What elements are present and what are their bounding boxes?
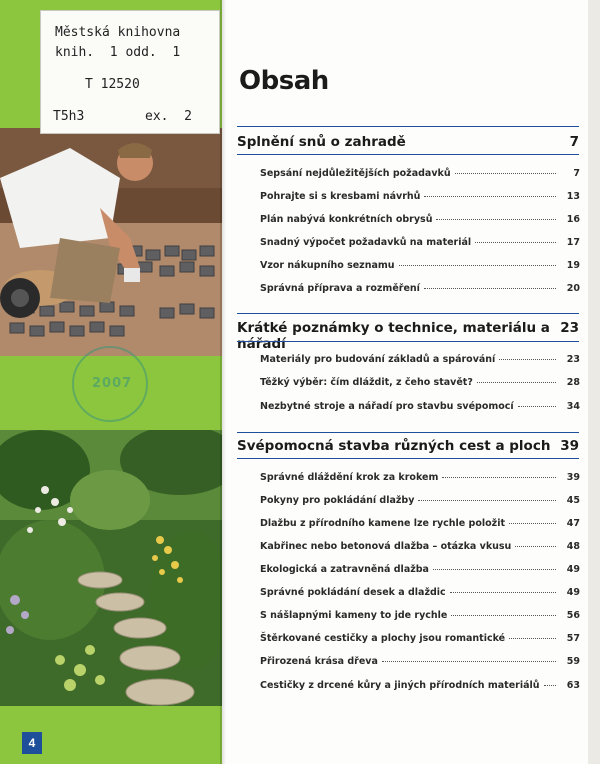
toc-entry-page: 7 bbox=[573, 168, 580, 179]
toc-entry bbox=[260, 610, 580, 624]
library-stamp-year: 2007 bbox=[92, 376, 133, 391]
section-heading bbox=[237, 320, 579, 352]
library-label-line-2: knih. 1 odd. 1 bbox=[55, 45, 181, 60]
toc-entry-page: 56 bbox=[566, 610, 580, 621]
section-rule-bottom bbox=[237, 154, 579, 155]
toc-entry bbox=[260, 656, 580, 670]
section-rule-bottom bbox=[237, 341, 579, 342]
toc-entry-text: Správná příprava a rozměření bbox=[260, 283, 420, 294]
toc-entry-text: Těžký výběr: čím dláždit, z čeho stavět? bbox=[260, 377, 473, 388]
section-heading bbox=[237, 134, 579, 150]
leader-dots bbox=[509, 523, 556, 524]
toc-entry bbox=[260, 401, 580, 415]
toc-entry-page: 23 bbox=[566, 354, 580, 365]
toc-entry-text: Správné pokládání desek a dlaždic bbox=[260, 587, 446, 598]
paving-photo bbox=[0, 128, 222, 356]
section-rule-bottom bbox=[237, 458, 579, 459]
toc-entry bbox=[260, 518, 580, 532]
toc-entry-page: 63 bbox=[566, 680, 580, 691]
toc-entry bbox=[260, 495, 580, 509]
toc-entry bbox=[260, 564, 580, 578]
toc-entry-text: Dlažbu z přírodního kamene lze rychle položit bbox=[260, 518, 505, 529]
toc-entry bbox=[260, 354, 580, 368]
toc-entry-page: 45 bbox=[566, 495, 580, 506]
toc-entry-page: 57 bbox=[566, 633, 580, 644]
section-rule-top bbox=[237, 432, 579, 433]
page-title: Obsah bbox=[239, 66, 329, 96]
toc-entry-page: 20 bbox=[566, 283, 580, 294]
leader-dots bbox=[436, 219, 556, 220]
toc-entry bbox=[260, 237, 580, 251]
toc-entry bbox=[260, 680, 580, 694]
toc-entry-text: S nášlapnými kameny to jde rychle bbox=[260, 610, 448, 621]
toc-entry bbox=[260, 472, 580, 486]
leader-dots bbox=[515, 546, 556, 547]
leader-dots bbox=[382, 661, 556, 662]
toc-entry-text: Ekologická a zatravněná dlažba bbox=[260, 564, 429, 575]
toc-entry-text: Štěrkované cestičky a plochy jsou romantické bbox=[260, 633, 506, 644]
toc-entry-page: 34 bbox=[566, 401, 580, 412]
toc-entry-text: Plán nabývá konkrétních obrysů bbox=[260, 214, 433, 225]
leader-dots bbox=[451, 615, 556, 616]
leader-dots bbox=[477, 382, 556, 383]
toc-entry-page: 13 bbox=[566, 191, 580, 202]
section-heading-text: Krátké poznámky o technice, materiálu a nářadí bbox=[237, 320, 550, 352]
leader-dots bbox=[518, 406, 556, 407]
library-label-line-1: Městská knihovna bbox=[55, 25, 181, 40]
toc-entry bbox=[260, 214, 580, 228]
page-number: 4 bbox=[22, 732, 42, 754]
toc-entry-text: Nezbytné stroje a nářadí pro stavbu svépomocí bbox=[260, 401, 514, 412]
section-rule-top bbox=[237, 126, 579, 127]
toc-entry-text: Pokyny pro pokládání dlažby bbox=[260, 495, 415, 506]
section-heading-text: Splnění snů o zahradě bbox=[237, 134, 406, 150]
toc-entry bbox=[260, 377, 580, 391]
toc-entry-page: 19 bbox=[566, 260, 580, 271]
toc-entry-text: Kabřinec nebo betonová dlažba – otázka vkusu bbox=[260, 541, 512, 552]
library-label-line-4-right: ex. 2 bbox=[145, 109, 192, 124]
toc-entry-page: 28 bbox=[566, 377, 580, 388]
section-heading-text: Svépomocná stavba různých cest a ploch bbox=[237, 438, 551, 454]
toc-entry-text: Materiály pro budování základů a spárování bbox=[260, 354, 496, 365]
leader-dots bbox=[499, 359, 556, 360]
section-heading-page: 39 bbox=[560, 438, 579, 454]
book-gutter bbox=[220, 0, 226, 764]
toc-entry-text: Snadný výpočet požadavků na materiál bbox=[260, 237, 472, 248]
library-label-line-4-left: T5h3 bbox=[53, 109, 85, 124]
toc-entry-text: Přirozená krása dřeva bbox=[260, 656, 378, 667]
section-rule-top bbox=[237, 313, 579, 314]
toc-entry-page: 39 bbox=[566, 472, 580, 483]
leader-dots bbox=[544, 685, 556, 686]
toc-entry-text: Správné dláždění krok za krokem bbox=[260, 472, 439, 483]
toc-entry-page: 48 bbox=[566, 541, 580, 552]
leader-dots bbox=[509, 638, 556, 639]
toc-entry-text: Sepsání nejdůležitějších požadavků bbox=[260, 168, 451, 179]
leader-dots bbox=[433, 569, 556, 570]
toc-entry-page: 49 bbox=[566, 564, 580, 575]
toc-entry bbox=[260, 191, 580, 205]
toc-entry-page: 16 bbox=[566, 214, 580, 225]
leader-dots bbox=[418, 500, 556, 501]
garden-path-photo bbox=[0, 430, 222, 706]
toc-entry bbox=[260, 168, 580, 182]
garden-path-photo-image bbox=[0, 430, 222, 706]
leader-dots bbox=[450, 592, 556, 593]
toc-entry bbox=[260, 633, 580, 647]
leader-dots bbox=[424, 288, 556, 289]
toc-entry-text: Pohrajte si s kresbami návrhů bbox=[260, 191, 421, 202]
leader-dots bbox=[442, 477, 556, 478]
toc-entry-page: 47 bbox=[566, 518, 580, 529]
leader-dots bbox=[455, 173, 556, 174]
toc-entry-text: Vzor nákupního seznamu bbox=[260, 260, 395, 271]
library-label bbox=[40, 10, 220, 134]
paving-photo-image bbox=[0, 128, 222, 356]
toc-entry bbox=[260, 283, 580, 297]
toc-entry-page: 49 bbox=[566, 587, 580, 598]
toc-entry-page: 17 bbox=[566, 237, 580, 248]
toc-entry bbox=[260, 587, 580, 601]
section-heading-page: 7 bbox=[569, 134, 579, 150]
library-label-line-3: T 12520 bbox=[85, 77, 140, 92]
toc-entry-text: Cestičky z drcené kůry a jiných přírodních materiálů bbox=[260, 680, 540, 691]
leader-dots bbox=[475, 242, 556, 243]
leader-dots bbox=[424, 196, 556, 197]
toc-entry bbox=[260, 260, 580, 274]
section-heading bbox=[237, 438, 579, 454]
toc-entry-page: 59 bbox=[566, 656, 580, 667]
toc-entry bbox=[260, 541, 580, 555]
section-heading-page: 23 bbox=[560, 320, 579, 336]
leader-dots bbox=[399, 265, 556, 266]
page-edge bbox=[588, 0, 600, 764]
